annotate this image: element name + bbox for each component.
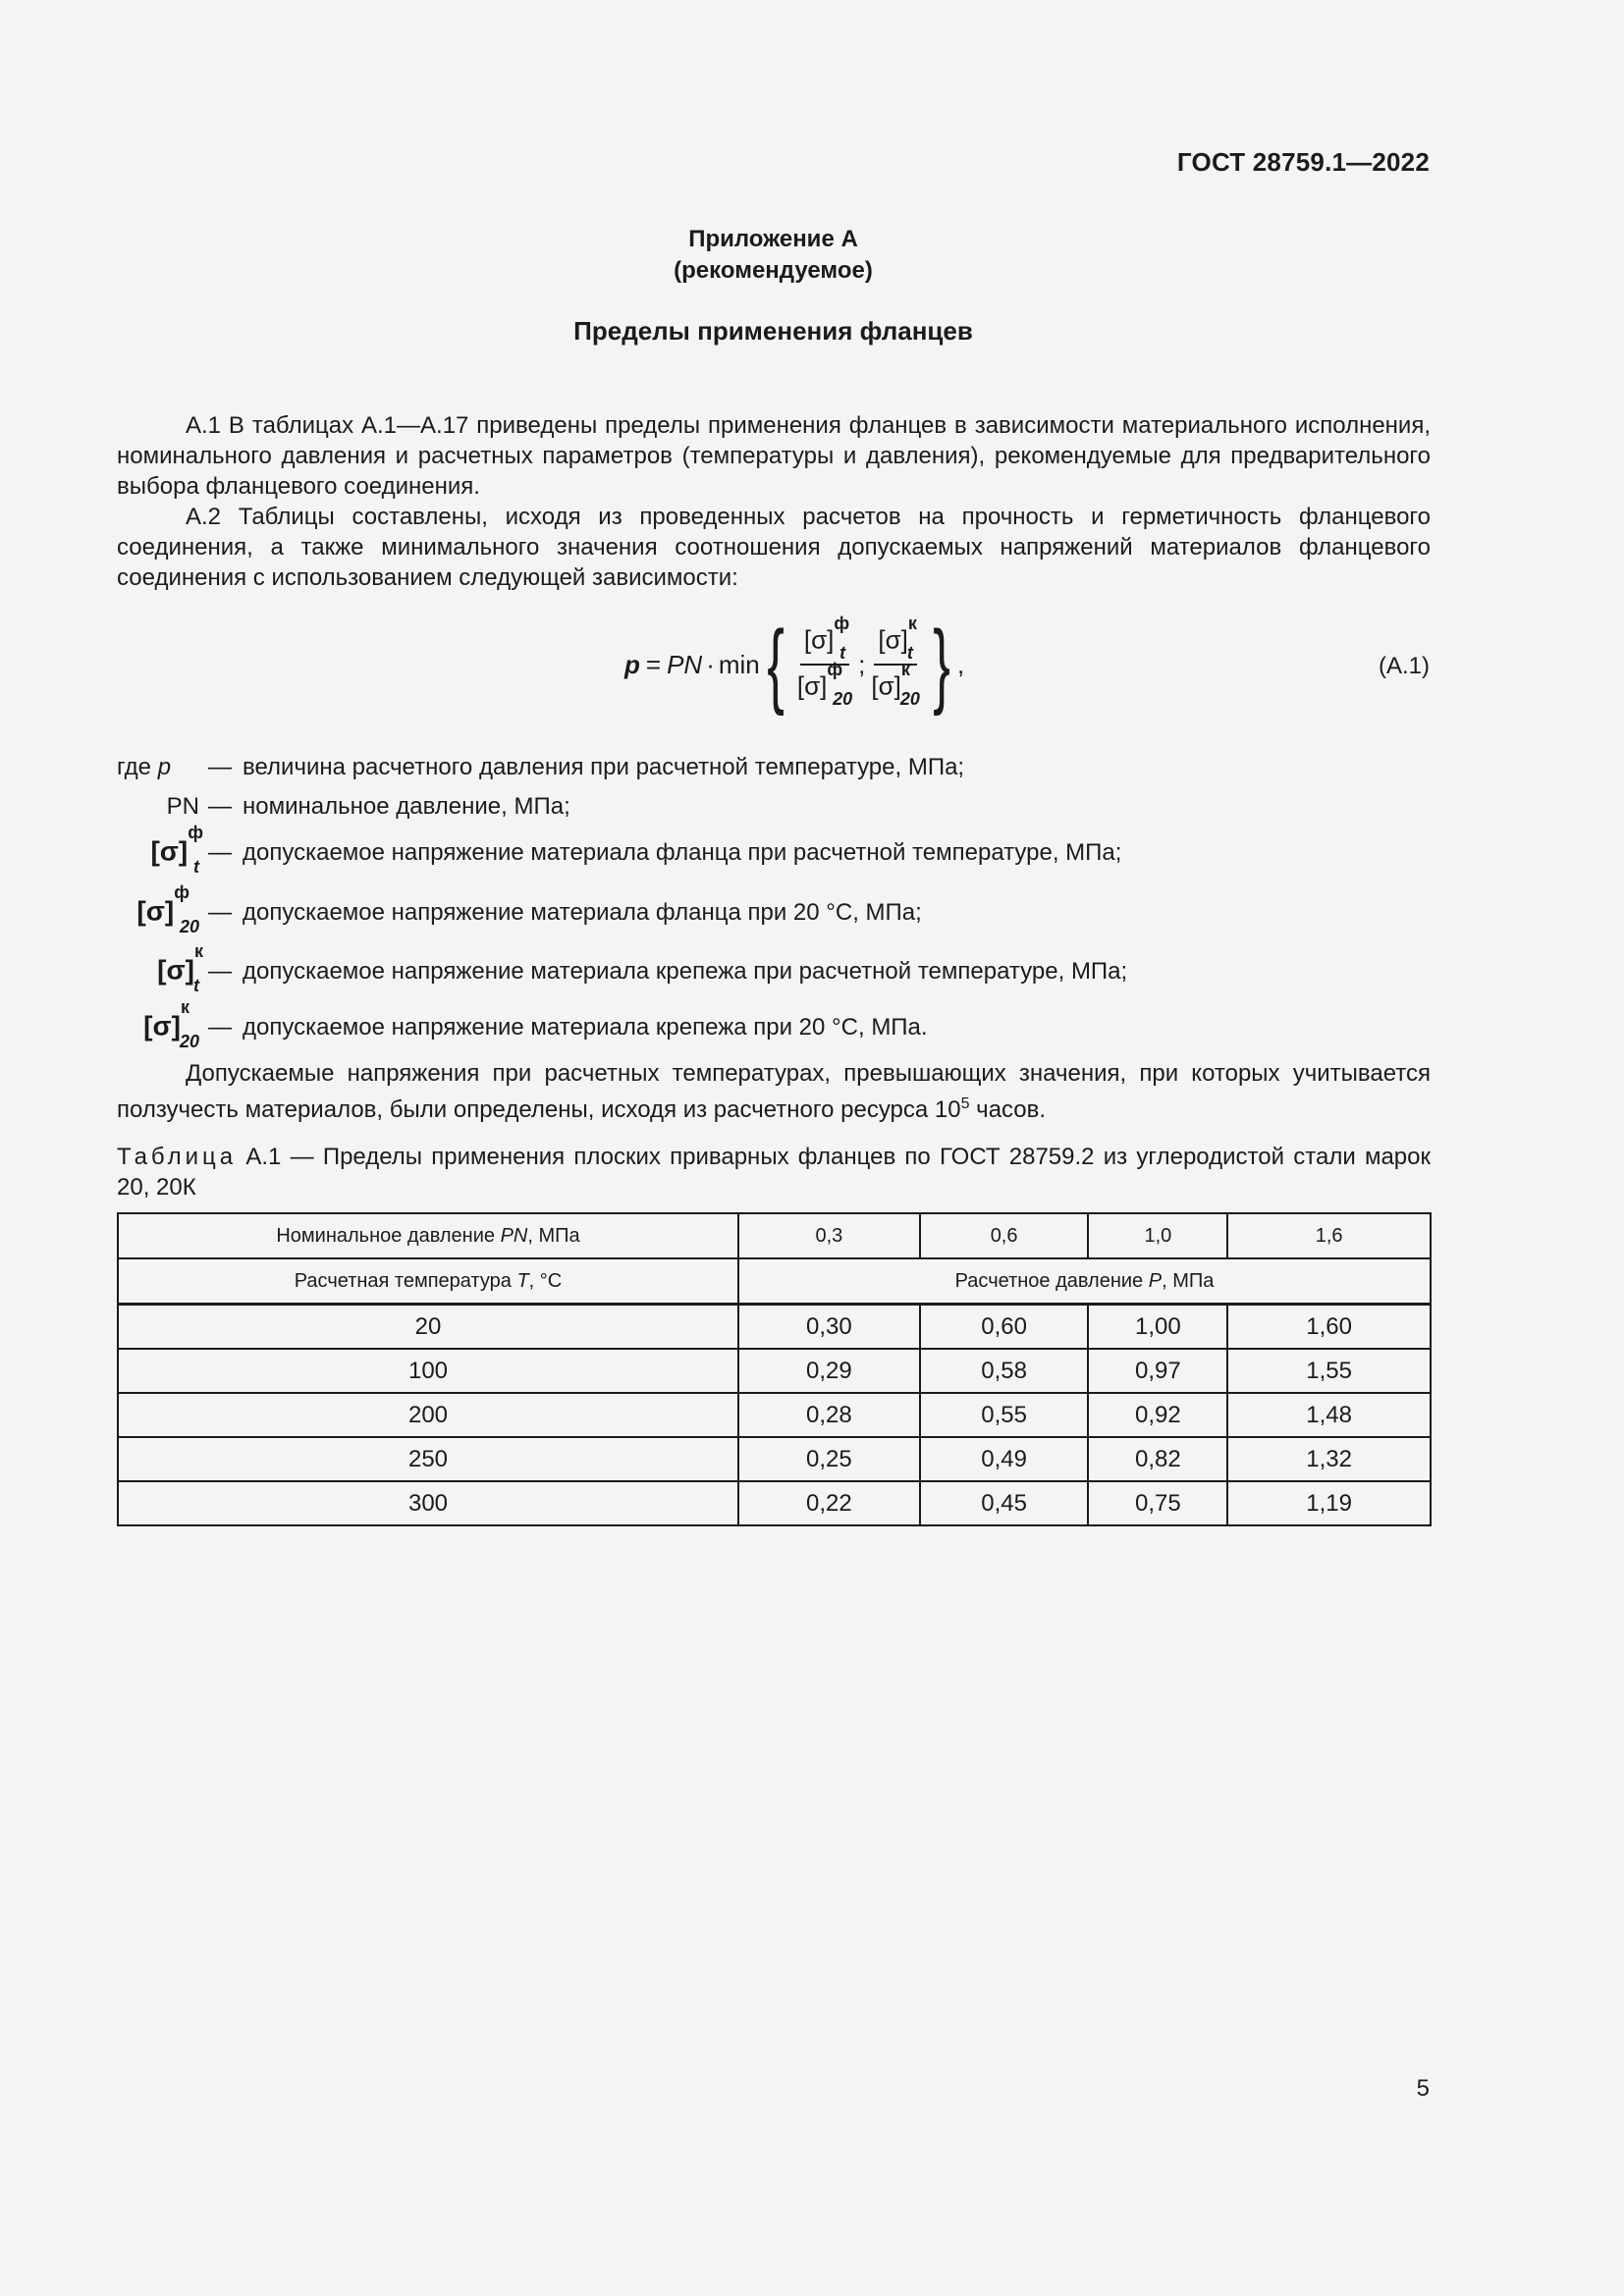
table-cell: 0,22 xyxy=(738,1481,920,1525)
formula-dot: · xyxy=(706,649,715,679)
table-cell: 1,00 xyxy=(1088,1305,1227,1350)
definition-row xyxy=(117,882,1433,936)
pressure-temperature-table xyxy=(117,1212,1432,1526)
definition-dash: — xyxy=(208,1013,232,1041)
table-cell: 250 xyxy=(118,1437,738,1481)
definition-dash: — xyxy=(208,957,232,985)
table-cell: 1,60 xyxy=(1227,1305,1431,1350)
definition-row xyxy=(117,793,1433,821)
table-row xyxy=(118,1349,1431,1393)
definition-text: допускаемое напряжение материала крепежа при расчетной температуре, МПа; xyxy=(243,957,1128,985)
sigma-bolt-20: $[\sigma]^к_{20}$ xyxy=(871,660,920,709)
formula-equals: = xyxy=(645,649,662,679)
table-cell: 300 xyxy=(118,1481,738,1525)
definition-text: допускаемое напряжение материала фланца при расчетной температуре, МПа; xyxy=(243,838,1122,866)
table-cell: 0,45 xyxy=(920,1481,1089,1525)
table-cell: 200 xyxy=(118,1393,738,1437)
definition-symbol: $[\sigma]^к_{20}$ xyxy=(143,997,199,1051)
table-cell: 0,28 xyxy=(738,1393,920,1437)
table-caption-label: Таблица xyxy=(117,1144,238,1170)
paragraph-a1-text: А.1 В таблицах А.1—А.17 приведены пределы применения фланцев в зависимости материального исполнения, номинального давления и расчетных параметров (температуры и давления), рекомендуемые для предварительного выбора фланцевого соединения. xyxy=(117,412,1431,500)
table-cell: 20 xyxy=(118,1305,738,1350)
table-row xyxy=(118,1305,1431,1350)
right-brace: } xyxy=(933,612,950,717)
header-nominal-pressure: Номинальное давление PN, МПа xyxy=(118,1213,738,1258)
annex-title: Приложение А xyxy=(688,226,858,252)
definition-dash: — xyxy=(208,898,232,926)
formula-pn: PN xyxy=(667,649,703,679)
header-pn-value: 0,6 xyxy=(920,1213,1089,1258)
table-cell: 0,25 xyxy=(738,1437,920,1481)
page-number: 5 xyxy=(1416,2075,1430,2102)
table-header-row xyxy=(118,1213,1431,1258)
table-cell: 0,97 xyxy=(1088,1349,1227,1393)
formula-p: p xyxy=(624,649,640,679)
definition-dash: — xyxy=(208,793,232,820)
paragraph-a1 xyxy=(117,410,1431,502)
table-cell: 0,49 xyxy=(920,1437,1089,1481)
table-header-row xyxy=(118,1258,1431,1305)
table-cell: 1,32 xyxy=(1227,1437,1431,1481)
table-cell: 0,30 xyxy=(738,1305,920,1350)
definition-symbol: PN xyxy=(166,793,199,820)
formula-trailing-comma: , xyxy=(956,649,965,679)
left-brace: { xyxy=(766,612,785,717)
table-row xyxy=(118,1481,1431,1525)
fraction-bolt xyxy=(867,614,924,709)
table-cell: 0,60 xyxy=(920,1305,1089,1350)
annex-subtitle: (рекомендуемое) xyxy=(674,257,873,284)
fraction-flange xyxy=(793,614,856,709)
sigma-bolt-t: $[\sigma]^к_t$ xyxy=(874,623,917,666)
table-cell: 100 xyxy=(118,1349,738,1393)
definition-dash: — xyxy=(208,754,232,780)
table-row xyxy=(118,1393,1431,1437)
document-code: ГОСТ 28759.1—2022 xyxy=(1176,147,1430,177)
definition-text: величина расчетного давления при расчетной температуре, МПа; xyxy=(243,754,965,780)
table-cell: 0,29 xyxy=(738,1349,920,1393)
definition-row xyxy=(117,754,1433,781)
table-cell: 1,48 xyxy=(1227,1393,1431,1437)
formula-a1 xyxy=(624,611,964,719)
table-cell: 0,55 xyxy=(920,1393,1089,1437)
paragraph-creep-note xyxy=(117,1058,1431,1125)
paragraph-creep-note-text: Допускаемые напряжения при расчетных температурах, превышающих значения, при которых учитывается ползучесть материалов, были определены, исходя из расчетного ресурса $10^5$ часов. xyxy=(117,1060,1431,1123)
definition-symbol: $[\sigma]^ф_t$ xyxy=(150,823,203,877)
annex-heading xyxy=(0,224,1546,287)
definition-dash: — xyxy=(208,838,232,866)
table-row xyxy=(118,1437,1431,1481)
definition-symbol: $[\sigma]^к_t$ xyxy=(157,941,203,995)
table-cell: 0,58 xyxy=(920,1349,1089,1393)
header-pn-value: 1,0 xyxy=(1088,1213,1227,1258)
formula-min: min xyxy=(718,649,760,679)
formula-separator: ; xyxy=(858,649,866,679)
definition-row xyxy=(117,941,1433,995)
formula-number: (А.1) xyxy=(1378,653,1430,679)
header-pn-value: 1,6 xyxy=(1227,1213,1431,1258)
sigma-flange-20: $[\sigma]^ф_{20}$ xyxy=(796,660,853,709)
table-cell: 0,82 xyxy=(1088,1437,1227,1481)
header-pn-value: 0,3 xyxy=(738,1213,920,1258)
table-cell: 1,19 xyxy=(1227,1481,1431,1525)
definition-text: номинальное давление, МПа; xyxy=(243,793,570,820)
header-design-pressure: Расчетное давление P, МПа xyxy=(738,1258,1431,1305)
definition-text: допускаемое напряжение материала крепежа при 20 °С, МПа. xyxy=(243,1013,928,1041)
table-caption-text: А.1 — Пределы применения плоских приварных фланцев по ГОСТ 28759.2 из углеродистой стали марок 20, 20К xyxy=(117,1144,1431,1201)
table-cell: 0,75 xyxy=(1088,1481,1227,1525)
definition-text: допускаемое напряжение материала фланца при 20 °С, МПа; xyxy=(243,898,922,926)
definition-row xyxy=(117,997,1433,1051)
paragraph-a2-text: А.2 Таблицы составлены, исходя из проведенных расчетов на прочность и герметичность фланцевого соединения, а также минимального значения соотношения допускаемых напряжений материалов фланцевого соединения с использованием следующей зависимости: xyxy=(117,504,1431,591)
sigma-flange-t: $[\sigma]^ф_t$ xyxy=(800,623,849,666)
table-cell: 1,55 xyxy=(1227,1349,1431,1393)
definition-symbol: где p xyxy=(117,754,172,780)
table-caption xyxy=(117,1142,1431,1202)
header-design-temperature: Расчетная температура T, °С xyxy=(118,1258,738,1305)
section-title: Пределы применения фланцев xyxy=(573,316,973,346)
definition-row xyxy=(117,823,1433,877)
paragraph-a2 xyxy=(117,502,1431,593)
table-cell: 0,92 xyxy=(1088,1393,1227,1437)
definition-symbol: $[\sigma]^ф_{20}$ xyxy=(136,882,199,936)
